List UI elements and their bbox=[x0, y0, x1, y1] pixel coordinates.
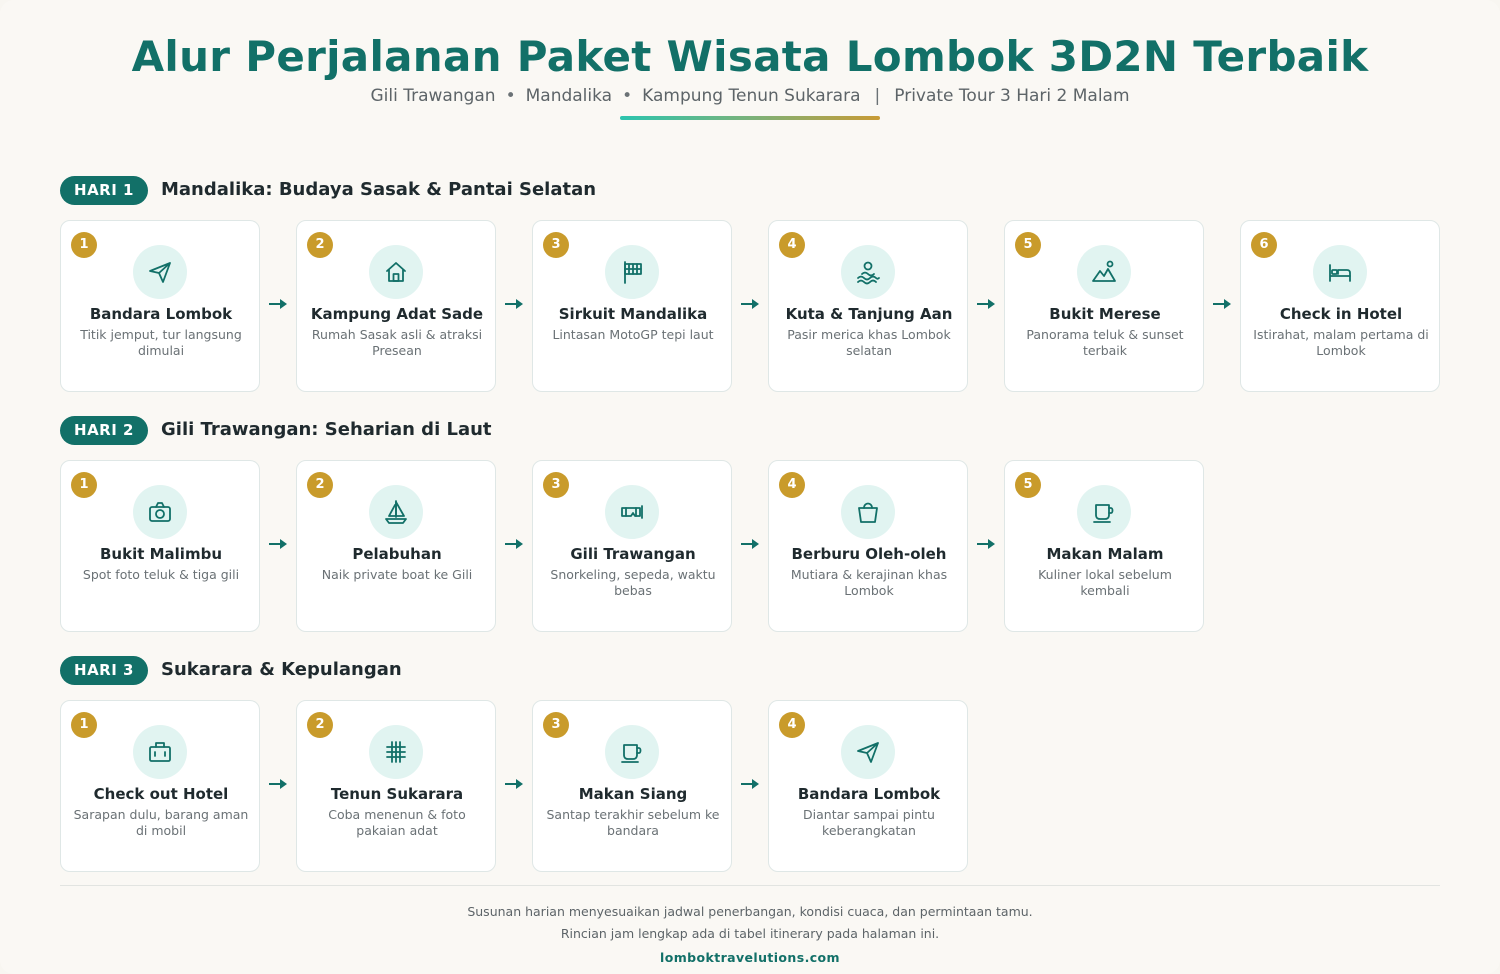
coffee-cup-icon bbox=[1077, 485, 1131, 539]
stop-card-bandara-lombok[interactable] bbox=[768, 700, 968, 872]
flow-arrow-icon bbox=[504, 538, 524, 550]
stop-title: Kampung Adat Sade bbox=[310, 305, 484, 323]
stop-number-badge: 2 bbox=[307, 472, 333, 498]
footer-note-table: Rincian jam lengkap ada di tabel itinerary pada halaman ini. bbox=[560, 926, 940, 941]
stop-number-badge: 5 bbox=[1015, 472, 1041, 498]
stop-card-bandara-lombok[interactable] bbox=[60, 220, 260, 392]
stop-description: Snorkeling, sepeda, waktu bebas bbox=[550, 567, 716, 598]
day-badge: HARI 1 bbox=[60, 176, 148, 205]
stop-number-badge: 4 bbox=[779, 472, 805, 498]
stop-title: Check in Hotel bbox=[1279, 305, 1403, 323]
flow-arrow-icon bbox=[740, 778, 760, 790]
stop-number-badge: 1 bbox=[71, 472, 97, 498]
flow-arrow-icon bbox=[504, 298, 524, 310]
flow-arrow-icon bbox=[740, 538, 760, 550]
stop-card-berburu-oleh-oleh[interactable] bbox=[768, 460, 968, 632]
stop-title: Bukit Malimbu bbox=[100, 545, 222, 563]
stop-title: Sirkuit Mandalika bbox=[558, 305, 708, 323]
subtitle-place-sukarara: Kampung Tenun Sukarara bbox=[642, 86, 861, 106]
stop-title: Berburu Oleh-oleh bbox=[791, 545, 947, 563]
stop-description: Kuliner lokal sebelum kembali bbox=[1038, 567, 1172, 598]
stop-number-badge: 5 bbox=[1015, 232, 1041, 258]
page-subtitle bbox=[0, 86, 1500, 106]
stop-card-kuta-and-tanjung-aan[interactable] bbox=[768, 220, 968, 392]
day-title: Gili Trawangan: Seharian di Laut bbox=[161, 419, 492, 440]
stop-description: Titik jemput, tur langsung dimulai bbox=[80, 327, 242, 358]
footer-note-schedule: Susunan harian menyesuaikan jadwal penerbangan, kondisi cuaca, dan permintaan tamu. bbox=[467, 904, 1033, 919]
stop-title: Check out Hotel bbox=[93, 785, 229, 803]
subtitle-dot: • bbox=[505, 86, 516, 106]
flow-arrow-icon bbox=[1212, 298, 1232, 310]
shopping-bag-icon bbox=[841, 485, 895, 539]
stop-description: Panorama teluk & sunset terbaik bbox=[1026, 327, 1184, 358]
subtitle-dot: • bbox=[622, 86, 633, 106]
stop-title: Kuta & Tanjung Aan bbox=[785, 305, 953, 323]
stop-card-makan-siang[interactable] bbox=[532, 700, 732, 872]
snorkel-mask-icon bbox=[605, 485, 659, 539]
stop-card-kampung-adat-sade[interactable] bbox=[296, 220, 496, 392]
stop-description: Sarapan dulu, barang aman di mobil bbox=[73, 807, 249, 838]
sailboat-icon bbox=[369, 485, 423, 539]
stop-number-badge: 1 bbox=[71, 712, 97, 738]
subtitle-place-gili: Gili Trawangan bbox=[370, 86, 496, 106]
stop-description: Diantar sampai pintu keberangkatan bbox=[803, 807, 935, 838]
page-title: Alur Perjalanan Paket Wisata Lombok 3D2N Terbaik bbox=[131, 32, 1369, 81]
stop-description: Pasir merica khas Lombok selatan bbox=[787, 327, 951, 358]
suitcase-icon bbox=[133, 725, 187, 779]
race-flag-icon bbox=[605, 245, 659, 299]
stop-title: Pelabuhan bbox=[352, 545, 442, 563]
day-title: Mandalika: Budaya Sasak & Pantai Selatan bbox=[161, 179, 597, 200]
paper-plane-icon bbox=[841, 725, 895, 779]
stop-number-badge: 4 bbox=[779, 232, 805, 258]
stop-description: Mutiara & kerajinan khas Lombok bbox=[790, 567, 948, 598]
flow-arrow-icon bbox=[504, 778, 524, 790]
stop-title: Bandara Lombok bbox=[89, 305, 233, 323]
stop-description: Istirahat, malam pertama di Lombok bbox=[1253, 327, 1429, 358]
stop-cards-row bbox=[60, 700, 1440, 872]
hill-landscape-icon bbox=[1077, 245, 1131, 299]
stop-card-tenun-sukarara[interactable] bbox=[296, 700, 496, 872]
stop-cards-row bbox=[60, 460, 1440, 632]
day-section-3 bbox=[60, 656, 1440, 872]
stop-number-badge: 3 bbox=[543, 472, 569, 498]
stop-description: Rumah Sasak asli & atraksi Presean bbox=[311, 327, 483, 358]
stop-card-bukit-malimbu[interactable] bbox=[60, 460, 260, 632]
stop-description: Spot foto teluk & tiga gili bbox=[82, 567, 240, 582]
stop-title: Bukit Merese bbox=[1049, 305, 1161, 323]
day-section-2 bbox=[60, 416, 1440, 632]
stop-card-check-out-hotel[interactable] bbox=[60, 700, 260, 872]
stop-card-bukit-merese[interactable] bbox=[1004, 220, 1204, 392]
stop-title: Makan Malam bbox=[1046, 545, 1164, 563]
day-header bbox=[60, 656, 1440, 686]
footer-divider bbox=[60, 885, 1440, 886]
stop-card-sirkuit-mandalika[interactable] bbox=[532, 220, 732, 392]
stop-description: Santap terakhir sebelum ke bandara bbox=[546, 807, 720, 838]
stop-card-gili-trawangan[interactable] bbox=[532, 460, 732, 632]
stop-number-badge: 3 bbox=[543, 712, 569, 738]
flow-arrow-icon bbox=[740, 298, 760, 310]
stop-card-pelabuhan[interactable] bbox=[296, 460, 496, 632]
stop-title: Makan Siang bbox=[578, 785, 688, 803]
flow-arrow-icon bbox=[268, 778, 288, 790]
day-badge: HARI 2 bbox=[60, 416, 148, 445]
weaving-icon bbox=[369, 725, 423, 779]
stop-number-badge: 3 bbox=[543, 232, 569, 258]
stop-number-badge: 6 bbox=[1251, 232, 1277, 258]
flow-arrow-icon bbox=[976, 298, 996, 310]
stop-number-badge: 2 bbox=[307, 712, 333, 738]
stop-card-makan-malam[interactable] bbox=[1004, 460, 1204, 632]
stop-card-check-in-hotel[interactable] bbox=[1240, 220, 1440, 392]
stop-cards-row bbox=[60, 220, 1440, 392]
stop-description: Naik private boat ke Gili bbox=[321, 567, 473, 582]
bed-icon bbox=[1313, 245, 1367, 299]
day-header bbox=[60, 416, 1440, 446]
stop-title: Bandara Lombok bbox=[797, 785, 941, 803]
stop-description: Coba menenun & foto pakaian adat bbox=[328, 807, 466, 838]
stop-description: Lintasan MotoGP tepi laut bbox=[552, 327, 714, 342]
footer-website-link[interactable]: lomboktravelutions.com bbox=[660, 950, 840, 965]
paper-plane-icon bbox=[133, 245, 187, 299]
subtitle-separator: | bbox=[874, 86, 881, 106]
day-section-1 bbox=[60, 176, 1440, 392]
title-accent-bar bbox=[620, 116, 880, 120]
house-icon bbox=[369, 245, 423, 299]
beach-waves-icon bbox=[841, 245, 895, 299]
camera-icon bbox=[133, 485, 187, 539]
stop-number-badge: 2 bbox=[307, 232, 333, 258]
day-badge: HARI 3 bbox=[60, 656, 148, 685]
flow-arrow-icon bbox=[268, 298, 288, 310]
flow-arrow-icon bbox=[976, 538, 996, 550]
day-header bbox=[60, 176, 1440, 206]
stop-title: Tenun Sukarara bbox=[330, 785, 464, 803]
stop-number-badge: 4 bbox=[779, 712, 805, 738]
flow-arrow-icon bbox=[268, 538, 288, 550]
stop-number-badge: 1 bbox=[71, 232, 97, 258]
stop-title: Gili Trawangan bbox=[570, 545, 696, 563]
subtitle-tour-type: Private Tour 3 Hari 2 Malam bbox=[894, 86, 1130, 106]
day-title: Sukarara & Kepulangan bbox=[161, 659, 402, 680]
subtitle-place-mandalika: Mandalika bbox=[525, 86, 613, 106]
coffee-cup-icon bbox=[605, 725, 659, 779]
